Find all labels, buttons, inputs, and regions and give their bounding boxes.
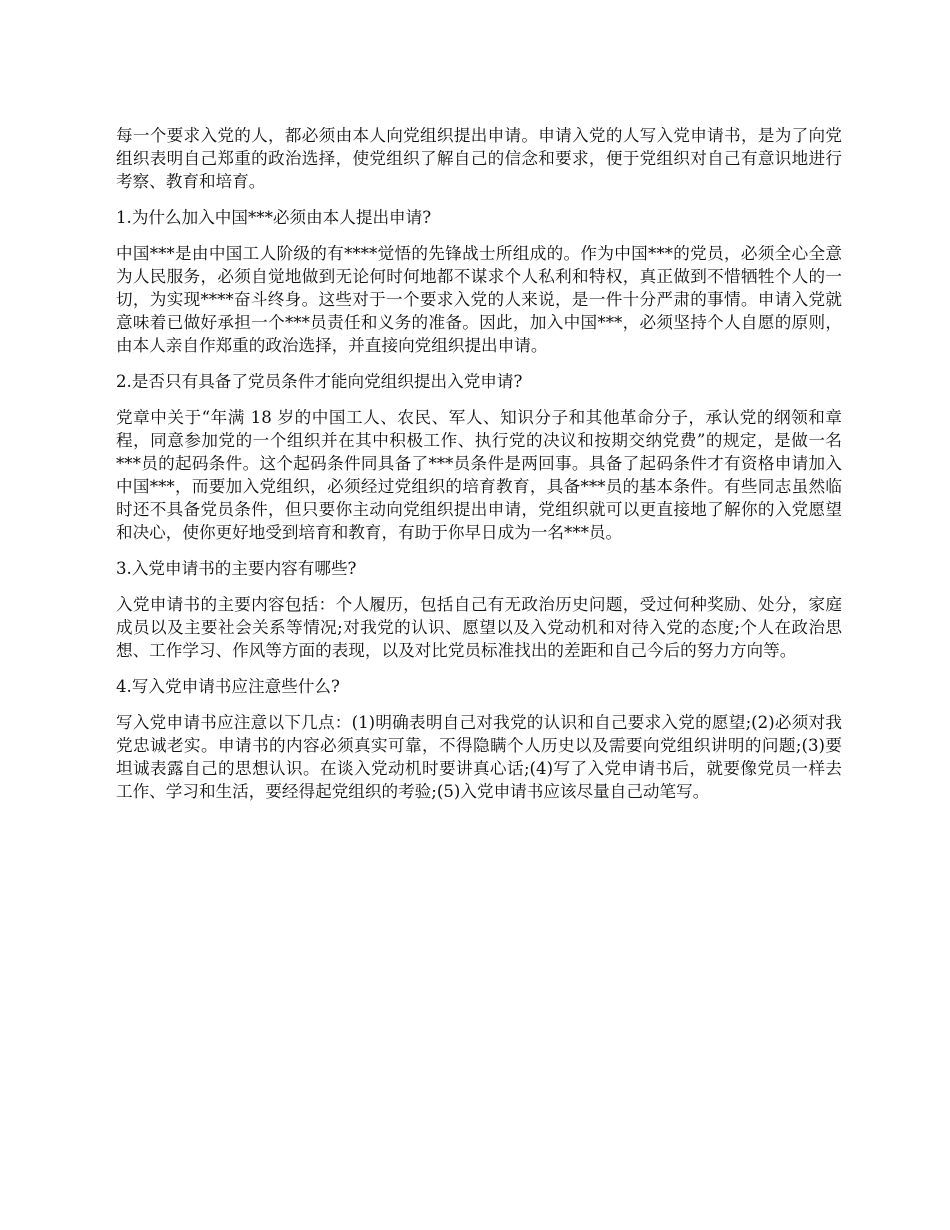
section-4-heading: 4.写入党申请书应注意些什么? xyxy=(116,677,340,696)
section-1-body: 中国***是由中国工人阶级的有****觉悟的先锋战士所组成的。作为中国***的党员，必须全心全意为人民服务，必须自觉地做到无论何时何地都不谋求个人私利和特权，真正做到不惜牺牲个人的一切，为实现****奋斗终身。这些对于一个要求入党的人来说，是一件十分严肃的事情。申请入党就意味着已做好承担一个***员责任和义务的准备。因此，加入中国***，必须坚持个人自愿的原则，由本人亲自作郑重的政治选择，并直接向党组织提出申请。 xyxy=(116,244,842,355)
section-2-body: 党章中关于“年满 18 岁的中国工人、农民、军人、知识分子和其他革命分子，承认党的纲领和章程，同意参加党的一个组织并在其中积极工作、执行党的决议和按期交纳党费”的规定，是做一名***员的起码条件。这个起码条件同具备了***员条件是两回事。具备了起码条件才有资格申请加入中国***，而要加入党组织，必须经过党组织的培育教育，具备***员的基本条件。有些同志虽然临时还不具备党员条件，但只要你主动向党组织提出申请，党组织就可以更直接地了解你的入党愿望和决心，使你更好地受到培育和教育，有助于你早日成为一名***员。 xyxy=(116,408,842,542)
section-2-heading: 2.是否只有具备了党员条件才能向党组织提出入党申请? xyxy=(116,372,523,391)
section-1-heading: 1.为什么加入中国***必须由本人提出申请? xyxy=(116,208,432,227)
document-page xyxy=(116,124,842,816)
section-3-body: 入党申请书的主要内容包括：个人履历，包括自己有无政治历史问题，受过何种奖励、处分，家庭成员以及主要社会关系等情况;对我党的认识、愿望以及入党动机和对待入党的态度;个人在政治思想、工作学习、作风等方面的表现，以及对比党员标准找出的差距和自己今后的努力方向等。 xyxy=(116,595,842,660)
intro-paragraph: 每一个要求入党的人，都必须由本人向党组织提出申请。申请入党的人写入党申请书，是为了向党组织表明自己郑重的政治选择，使党组织了解自己的信念和要求，便于党组织对自己有意识地进行考察、教育和培育。 xyxy=(116,126,842,191)
section-3-heading: 3.入党申请书的主要内容有哪些? xyxy=(116,559,357,578)
section-4-body: 写入党申请书应注意以下几点：(1)明确表明自己对我党的认识和自己要求入党的愿望;(2)必须对我党忠诚老实。申请书的内容必须真实可靠，不得隐瞒个人历史以及需要向党组织讲明的问题;(3)要坦诚表露自己的思想认识。在谈入党动机时要讲真心话;(4)写了入党申请书后，就要像党员一样去工作、学习和生活，要经得起党组织的考验;(5)入党申请书应该尽量自己动笔写。 xyxy=(116,713,842,801)
